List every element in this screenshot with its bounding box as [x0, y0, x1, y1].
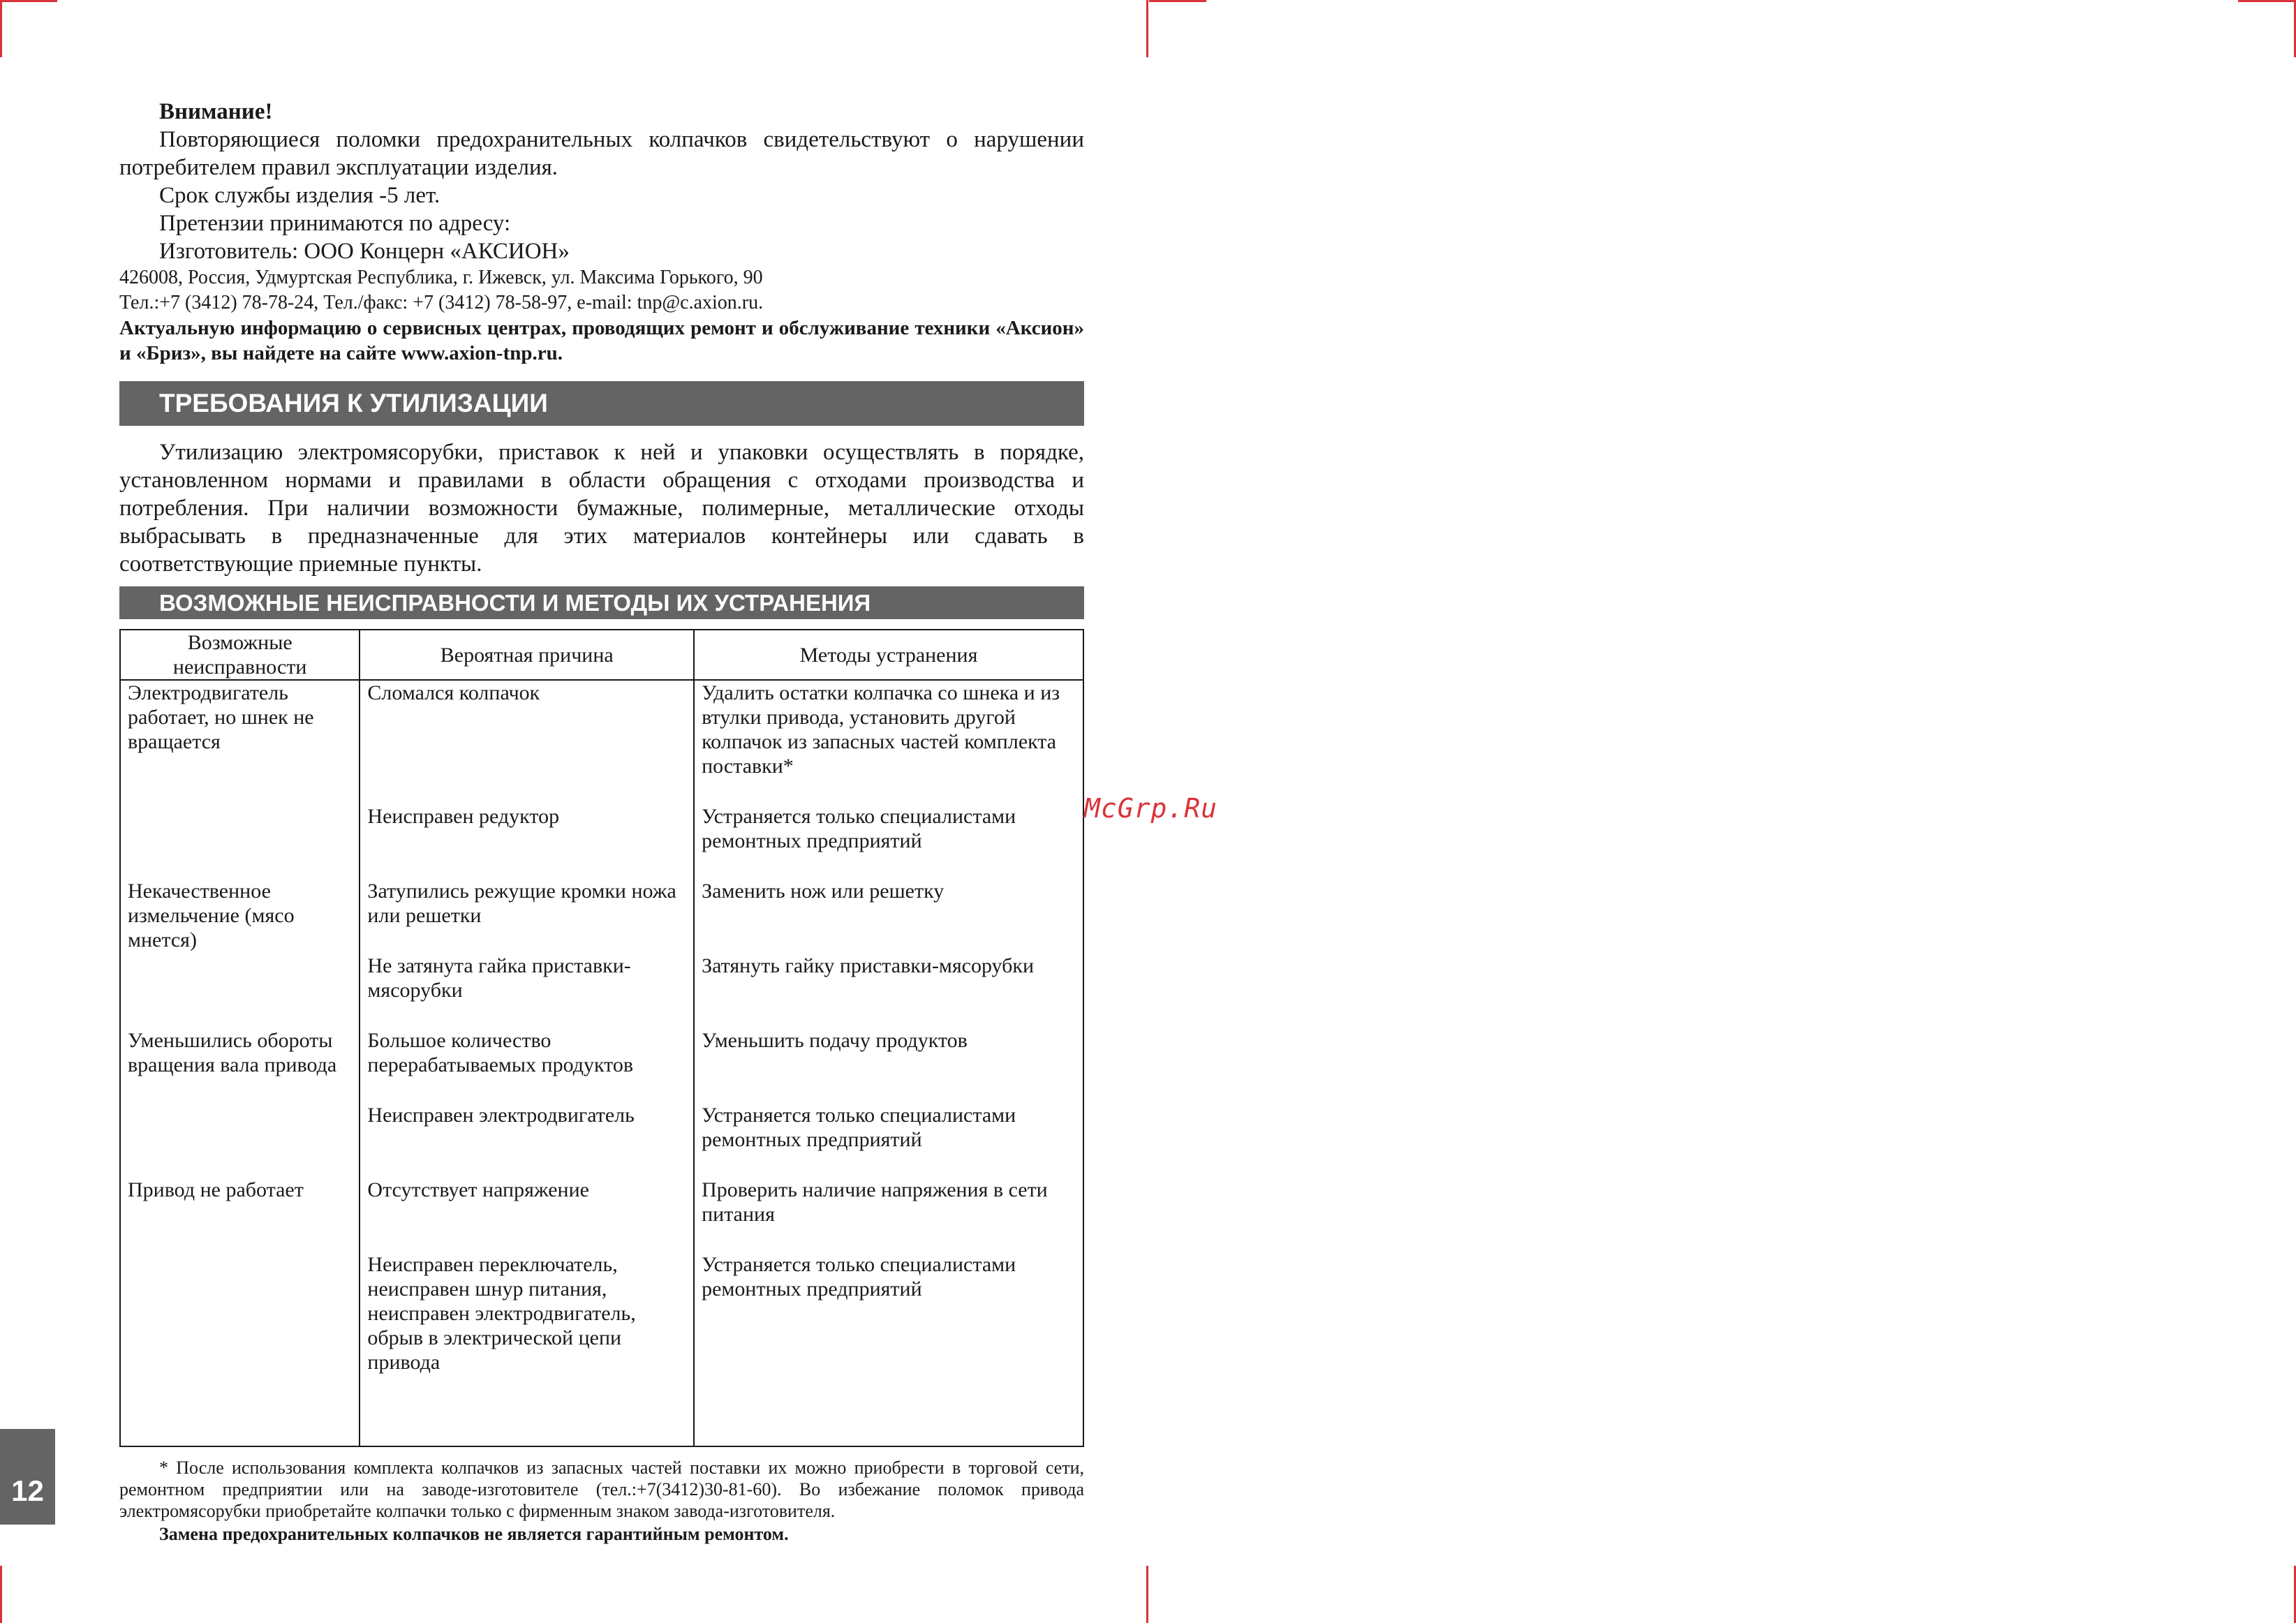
fault-cell: Электродвигатель работает, но шнек не вращается — [120, 680, 360, 804]
column-header-fix: Методы устранения — [694, 630, 1083, 680]
cause-cell: Неисправен редуктор — [360, 804, 694, 879]
page-content — [119, 98, 1084, 1545]
table-row — [120, 804, 1083, 879]
fix-cell: Затянуть гайку приставки-мясорубки — [694, 954, 1083, 1028]
table-row — [120, 1103, 1083, 1178]
cause-cell: Большое количество перерабатываемых продуктов — [360, 1028, 694, 1103]
table-row — [120, 1178, 1083, 1252]
table-row — [120, 954, 1083, 1028]
fault-cell — [120, 1252, 360, 1446]
cause-cell: Неисправен электродвигатель — [360, 1103, 694, 1178]
manufacturer-address: 426008, Россия, Удмуртская Республика, г. Ижевск, ул. Максима Горького, 90 — [119, 267, 763, 288]
crop-mark — [1149, 0, 1206, 2]
crop-mark — [1146, 1566, 1148, 1623]
fix-cell: Устраняется только специалистами ремонтных предприятий — [694, 1252, 1083, 1446]
fix-cell: Заменить нож или решетку — [694, 879, 1083, 954]
page-number: 12 — [0, 1429, 55, 1525]
table-row — [120, 680, 1083, 804]
crop-mark — [0, 0, 57, 2]
fix-cell: Устраняется только специалистами ремонтных предприятий — [694, 1103, 1083, 1178]
notice-heading: Внимание! — [159, 99, 273, 124]
fix-cell: Удалить остатки колпачка со шнека и из втулки привода, установить другой колпачок из запасных частей комплекта поставки* — [694, 680, 1083, 804]
fix-cell: Устраняется только специалистами ремонтных предприятий — [694, 804, 1083, 879]
fault-cell — [120, 804, 360, 879]
footnote: * После использования комплекта колпачков из запасных частей поставки их можно приобрести в торговой сети, ремонтном предприятии или на заводе-изготовителе (тел.:+7(3412)30-81-60). Во избежание поломок привода электромясорубки приобретайте колпачки только с фирменным знаком завода-изготовителя. — [119, 1458, 1084, 1521]
table-row — [120, 1252, 1083, 1446]
fix-cell: Уменьшить подачу продуктов — [694, 1028, 1083, 1103]
claims-address-label: Претензии принимаются по адресу: — [159, 211, 511, 236]
crop-mark — [2238, 0, 2295, 2]
column-header-cause: Вероятная причина — [360, 630, 694, 680]
service-centers-info: Актуальную информацию о сервисных центрах, проводящих ремонт и обслуживание техники «Аксион» и «Бриз», вы найдете на сайте www.axion-tnp.ru. — [119, 317, 1084, 364]
manufacturer-contacts: Тел.:+7 (3412) 78-78-24, Тел./факс: +7 (3412) 78-58-97, e-mail: tnp@c.axion.ru. — [119, 292, 764, 313]
disposal-text: Утилизацию электромясорубки, приставок к ней и упаковки осуществлять в порядке, установленном нормами и правилами в области обращения с отходами производства и потребления. При наличии возможности бумажные, полимерные, металлические отходы выбрасывать в предназначенные для этих материалов контейнеры или сдавать в соответствующие приемные пункты. — [119, 440, 1084, 577]
table-header-row — [120, 630, 1083, 680]
fault-cell — [120, 954, 360, 1028]
cause-cell: Затупились режущие кромки ножа или решетки — [360, 879, 694, 954]
manufacturer: Изготовитель: ООО Концерн «АКСИОН» — [159, 239, 570, 264]
service-life: Срок службы изделия -5 лет. — [159, 183, 440, 208]
fault-cell: Привод не работает — [120, 1178, 360, 1252]
crop-mark — [1146, 0, 1148, 57]
table-row — [120, 1028, 1083, 1103]
warranty-note: Замена предохранительных колпачков не является гарантийным ремонтом. — [159, 1524, 789, 1544]
fault-cell: Уменьшились обороты вращения вала привода — [120, 1028, 360, 1103]
crop-mark — [0, 1566, 2, 1623]
watermark: McGrp.Ru — [1084, 793, 1218, 824]
fault-cell — [120, 1103, 360, 1178]
fix-cell: Проверить наличие напряжения в сети питания — [694, 1178, 1083, 1252]
faults-table — [119, 629, 1084, 1447]
cause-cell: Неисправен переключатель, неисправен шнур питания, неисправен электродвигатель, обрыв в электрической цепи привода — [360, 1252, 694, 1446]
notice-paragraph: Повторяющиеся поломки предохранительных колпачков свидетельствуют о нарушении потребителем правил эксплуатации изделия. — [119, 127, 1084, 180]
faults-heading: ВОЗМОЖНЫЕ НЕИСПРАВНОСТИ И МЕТОДЫ ИХ УСТРАНЕНИЯ — [119, 586, 1084, 619]
cause-cell: Отсутствует напряжение — [360, 1178, 694, 1252]
cause-cell: Не затянута гайка приставки-мясорубки — [360, 954, 694, 1028]
table-row — [120, 879, 1083, 954]
fault-cell: Некачественное измельчение (мясо мнется) — [120, 879, 360, 954]
crop-mark — [0, 0, 2, 57]
cause-cell: Сломался колпачок — [360, 680, 694, 804]
disposal-heading: ТРЕБОВАНИЯ К УТИЛИЗАЦИИ — [119, 381, 1084, 426]
column-header-fault: Возможные неисправности — [120, 630, 360, 680]
